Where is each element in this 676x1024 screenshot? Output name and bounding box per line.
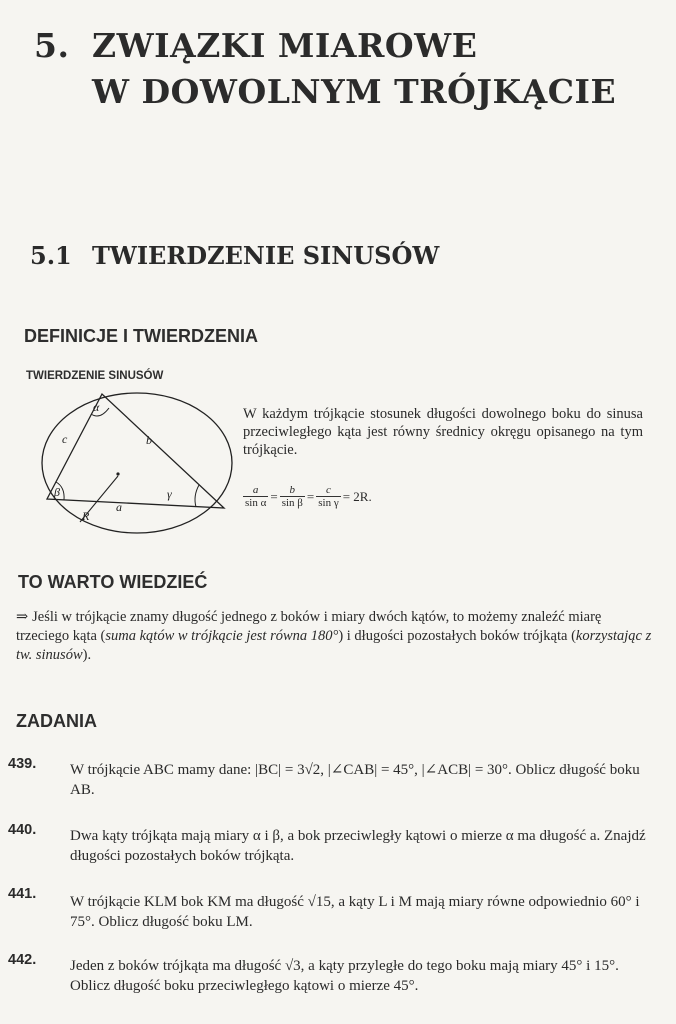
- fraction-a-denominator: sin α: [245, 497, 267, 509]
- worth-knowing-text-2: ) i długości pozostałych boków trójkąta (: [338, 628, 576, 644]
- fraction-c-denominator: sin γ: [318, 497, 339, 509]
- task-text: Dwa kąty trójkąta mają miary α i β, a bok przeciwległy kątowi o mierze α ma długość a. Znajdź długości pozostałych boków trójkąta.: [70, 828, 646, 864]
- label-beta: β: [54, 485, 60, 499]
- theorem-text: W każdym trójkącie stosunek długości dowolnego boku do sinusa przeciwległego kąta jest równy średnicy okręgu opisanego na tym trójkącie.: [243, 406, 643, 458]
- implies-arrow-icon: ⇒: [16, 609, 29, 625]
- task-text: W trójkącie KLM bok KM ma długość √15, a kąty L i M mają miary równe odpowiednio 60° i 75°. Oblicz długość boku LM.: [70, 894, 640, 930]
- sine-rule-formula: [243, 484, 374, 509]
- chapter-number: 5.: [34, 26, 70, 65]
- task-number: 439.: [8, 756, 37, 772]
- equals-sign: =: [270, 488, 278, 504]
- tasks-heading: ZADANIA: [16, 711, 97, 731]
- task-number: 440.: [8, 822, 37, 838]
- circumcircle-figure: [36, 386, 236, 536]
- circumcircle: [42, 393, 232, 533]
- task-number: 441.: [8, 886, 37, 902]
- worth-knowing-italic-2: korzystając z tw. sinusów: [16, 628, 652, 663]
- circle-center: [116, 472, 119, 475]
- fraction-c: [316, 484, 340, 509]
- task-text: Jeden z boków trójkąta ma długość √3, a kąty przyległe do tego boku mają miary 45° i 15°. Oblicz długość boku przeciwległego kątowi o mierze 45°.: [70, 958, 619, 994]
- formula-result: = 2R.: [342, 488, 372, 504]
- task-text: W trójkącie ABC mamy dane: |BC| = 3√2, |∠CAB| = 45°, |∠ACB| = 30°. Oblicz długość boku AB.: [70, 762, 640, 798]
- worth-knowing-heading: TO WARTO WIEDZIEĆ: [18, 572, 208, 592]
- worth-knowing-text-1: Jeśli w trójkącie znamy długość jednego z boków i miary dwóch kątów, to możemy znaleźć miarę trzeciego kąta (: [16, 609, 602, 644]
- label-gamma: γ: [167, 487, 172, 501]
- worth-knowing-paragraph: [16, 608, 656, 665]
- chapter-title-line-2: W DOWOLNYM TRÓJKĄCIE: [92, 72, 617, 111]
- label-c: c: [62, 432, 68, 446]
- fraction-a-numerator: a: [243, 484, 268, 497]
- definitions-heading: DEFINICJE I TWIERDZENIA: [24, 326, 259, 346]
- angle-gamma-arc: [195, 485, 199, 507]
- fraction-c-numerator: c: [316, 484, 340, 497]
- section-title: TWIERDZENIE SINUSÓW: [92, 241, 440, 270]
- fraction-a: [243, 484, 268, 509]
- label-R: R: [82, 509, 90, 523]
- fraction-b-numerator: b: [280, 484, 305, 497]
- theorem-subheading: TWIERDZENIE SINUSÓW: [26, 370, 164, 382]
- equals-sign: =: [306, 488, 315, 504]
- label-b: b: [146, 433, 152, 447]
- fraction-b: [280, 484, 305, 509]
- label-a: a: [116, 500, 122, 514]
- chapter-title-line-1: ZWIĄZKI MIAROWE: [92, 26, 478, 65]
- worth-knowing-text-3: ).: [82, 647, 92, 663]
- section-number: 5.1: [30, 241, 72, 270]
- label-alpha: α: [93, 400, 100, 414]
- task-number: 442.: [8, 952, 37, 968]
- fraction-b-denominator: sin β: [281, 497, 303, 509]
- worth-knowing-italic-1: suma kątów w trójkącie jest równa 180°: [105, 628, 339, 644]
